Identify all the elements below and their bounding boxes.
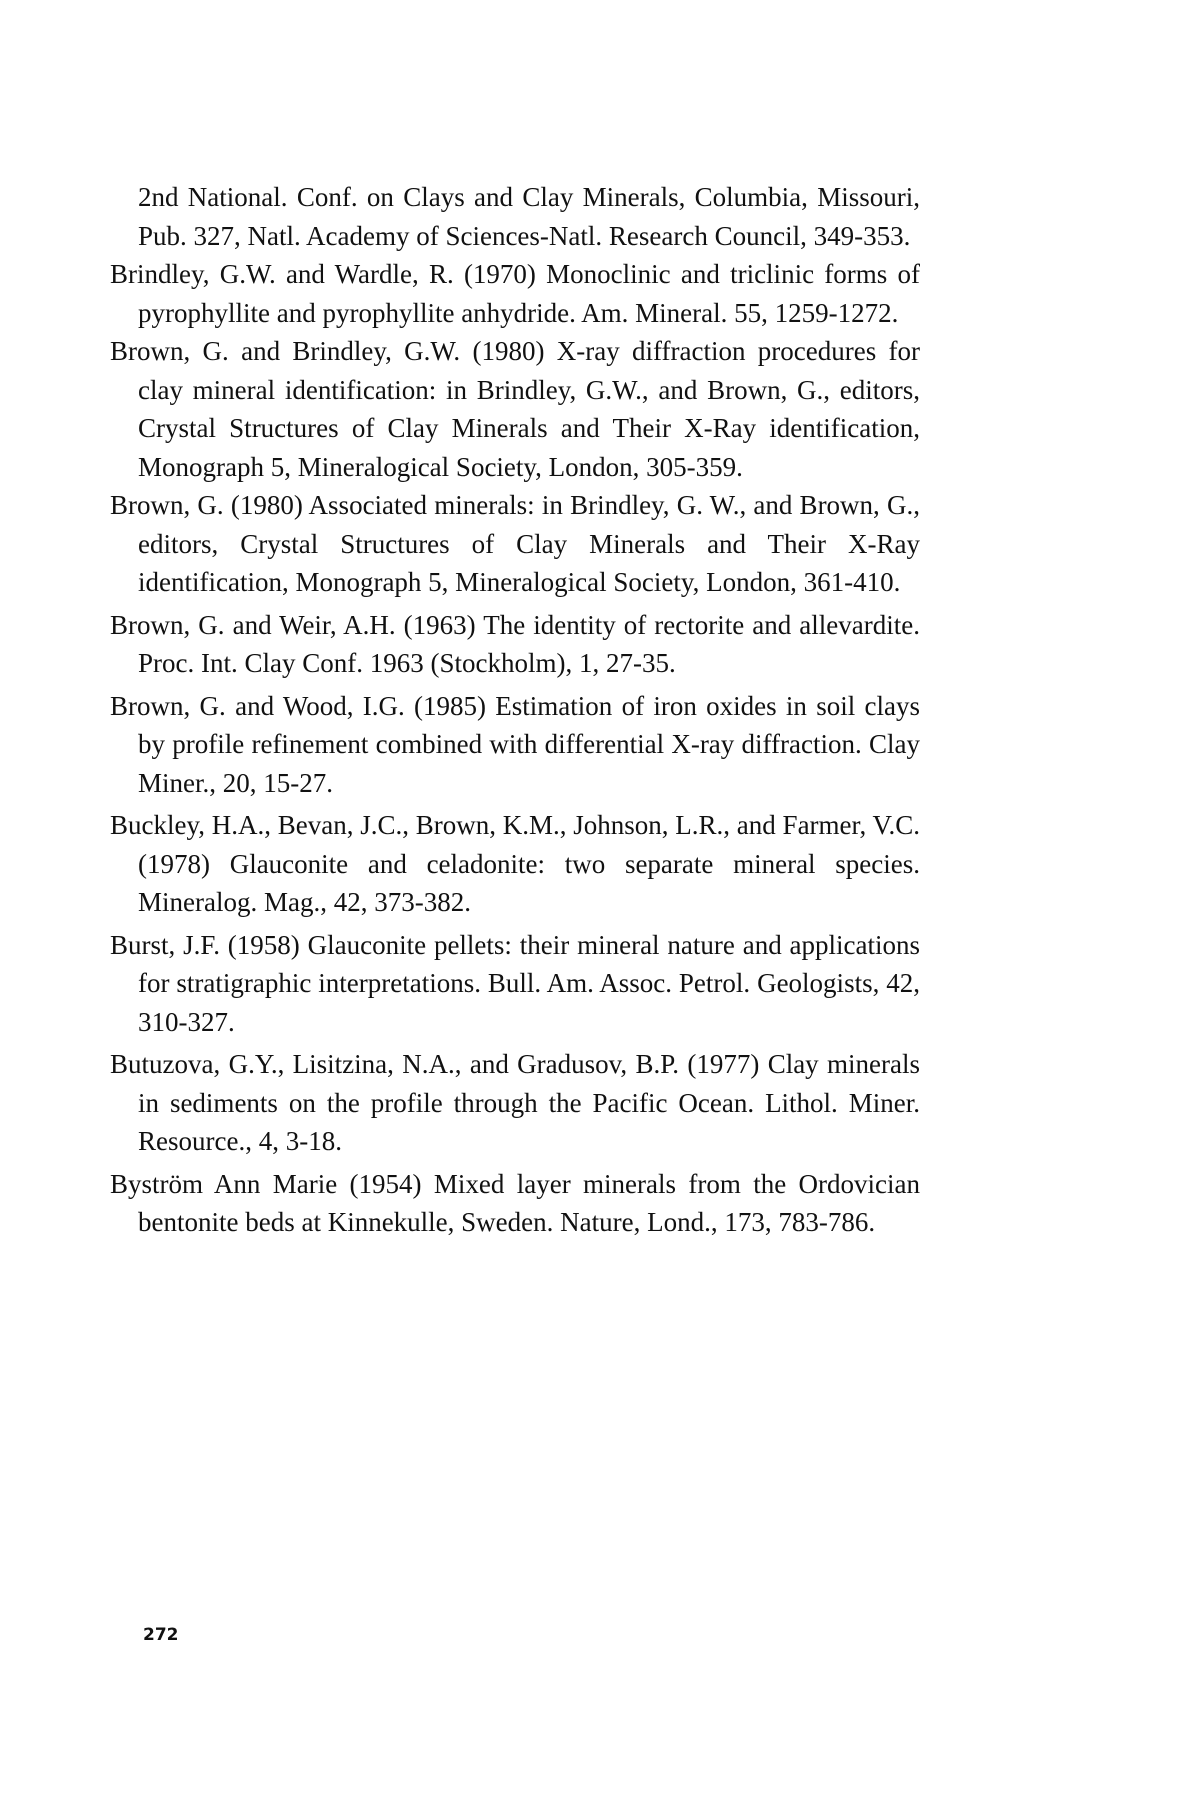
reference-entry: Brindley, G.W. and Wardle, R. (1970) Monoclinic and triclinic forms of pyrophyllite and pyrophyllite anhydride. Am. Mineral. 55, 1259-1272.	[110, 259, 920, 328]
reference-entry: Brown, G. (1980) Associated minerals: in Brindley, G. W., and Brown, G., editors, Crystal Structures of Clay Minerals and Their X-Ray identification, Monograph 5, Mineralogical Society, London, 361-410.	[110, 490, 920, 597]
reference-entry: Brown, G. and Wood, I.G. (1985) Estimation of iron oxides in soil clays by profile refinement combined with differential X-ray diffraction. Clay Miner., 20, 15-27.	[110, 690, 920, 798]
reference-entry: Buckley, H.A., Bevan, J.C., Brown, K.M., Johnson, L.R., and Farmer, V.C. (1978) Glauconite and celadonite: two separate mineral species. Mineralog. Mag., 42, 373-382.	[110, 810, 920, 917]
reference-entry: Brown, G. and Brindley, G.W. (1980) X-ray diffraction procedures for clay mineral identification: in Brindley, G.W., and Brown, G., editors, Crystal Structures of Clay Minerals and Their X-Ray identification, Monograph 5, Mineralogical Society, London, 305-359.	[110, 336, 920, 482]
page-number: 272	[143, 1625, 179, 1645]
reference-list	[110, 178, 920, 1242]
reference-entry: Butuzova, G.Y., Lisitzina, N.A., and Gradusov, B.P. (1977) Clay minerals in sediments on the profile through the Pacific Ocean. Lithol. Miner. Resource., 4, 3-18.	[110, 1049, 920, 1156]
reference-entry: Brown, G. and Weir, A.H. (1963) The identity of rectorite and allevardite. Proc. Int. Clay Conf. 1963 (Stockholm), 1, 27-35.	[110, 609, 920, 678]
reference-entry: 2nd National. Conf. on Clays and Clay Minerals, Columbia, Missouri, Pub. 327, Natl. Academy of Sciences-Natl. Research Council, 349-353.	[138, 182, 920, 251]
reference-entry: Burst, J.F. (1958) Glauconite pellets: their mineral nature and applications for stratigraphic interpretations. Bull. Am. Assoc. Petrol. Geologists, 42, 310-327.	[110, 929, 920, 1037]
reference-entry: Byström Ann Marie (1954) Mixed layer minerals from the Ordovician bentonite beds at Kinnekulle, Sweden. Nature, Lond., 173, 783-786.	[110, 1168, 920, 1237]
